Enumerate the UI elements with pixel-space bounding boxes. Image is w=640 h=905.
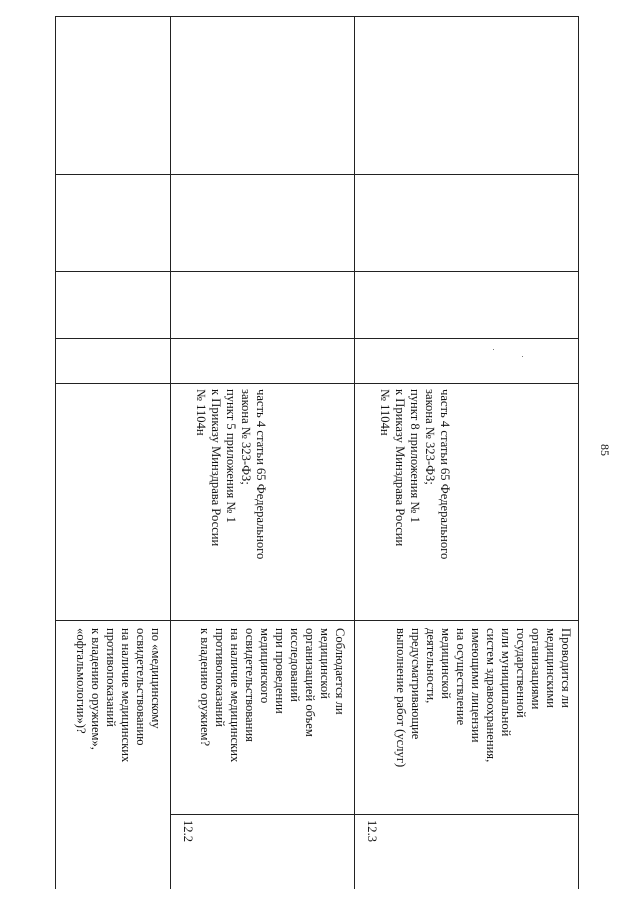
row-2-question: Соблюдается ли медицинской организацией объем исследований при проведении медицинского освидетельствования на наличие медицинских противопоказаний к владению оружием? bbox=[198, 628, 347, 763]
column-divider-question bbox=[55, 620, 579, 621]
table-border-left bbox=[55, 16, 56, 889]
row-divider-1 bbox=[170, 16, 171, 889]
checklist-table bbox=[55, 16, 579, 889]
column-divider-no bbox=[55, 271, 579, 272]
row-2-legal-basis: часть 4 статьи 65 Федерального закона № 323-ФЗ; пункт 5 приложения № 1 к Приказу Минздрава России № 1104н bbox=[194, 389, 268, 560]
column-divider-yes bbox=[55, 338, 579, 339]
row-3-number: 12.3 bbox=[365, 820, 379, 843]
page-number: 85 bbox=[598, 444, 612, 456]
scan-speck bbox=[522, 356, 523, 357]
table-border-top bbox=[55, 16, 579, 17]
scan-speck bbox=[493, 349, 494, 350]
row-divider-2 bbox=[354, 16, 355, 889]
row-2-number: 12.2 bbox=[181, 820, 195, 843]
row-3-legal-basis: часть 4 статьи 65 Федерального закона № 323-ФЗ; пункт 8 приложения № 1 к Приказу Минздрава России № 1104н bbox=[378, 389, 452, 560]
table-border-right bbox=[578, 16, 579, 889]
row-1-question: по «медицинскому освидетельствованию на наличие медицинских противопоказаний к владению оружием», «офтальмологии»)? bbox=[74, 628, 163, 763]
column-divider-number bbox=[170, 814, 579, 815]
column-divider-na bbox=[55, 174, 579, 175]
row-3-question: Проводится ли медицинскими организациями государственной или муниципальной систем здравоохранения, имеющими лицензии на осуществление медицинской деятельности, предусматривающие выполнение работ (услуг) bbox=[394, 628, 573, 768]
column-divider-basis bbox=[55, 383, 579, 384]
